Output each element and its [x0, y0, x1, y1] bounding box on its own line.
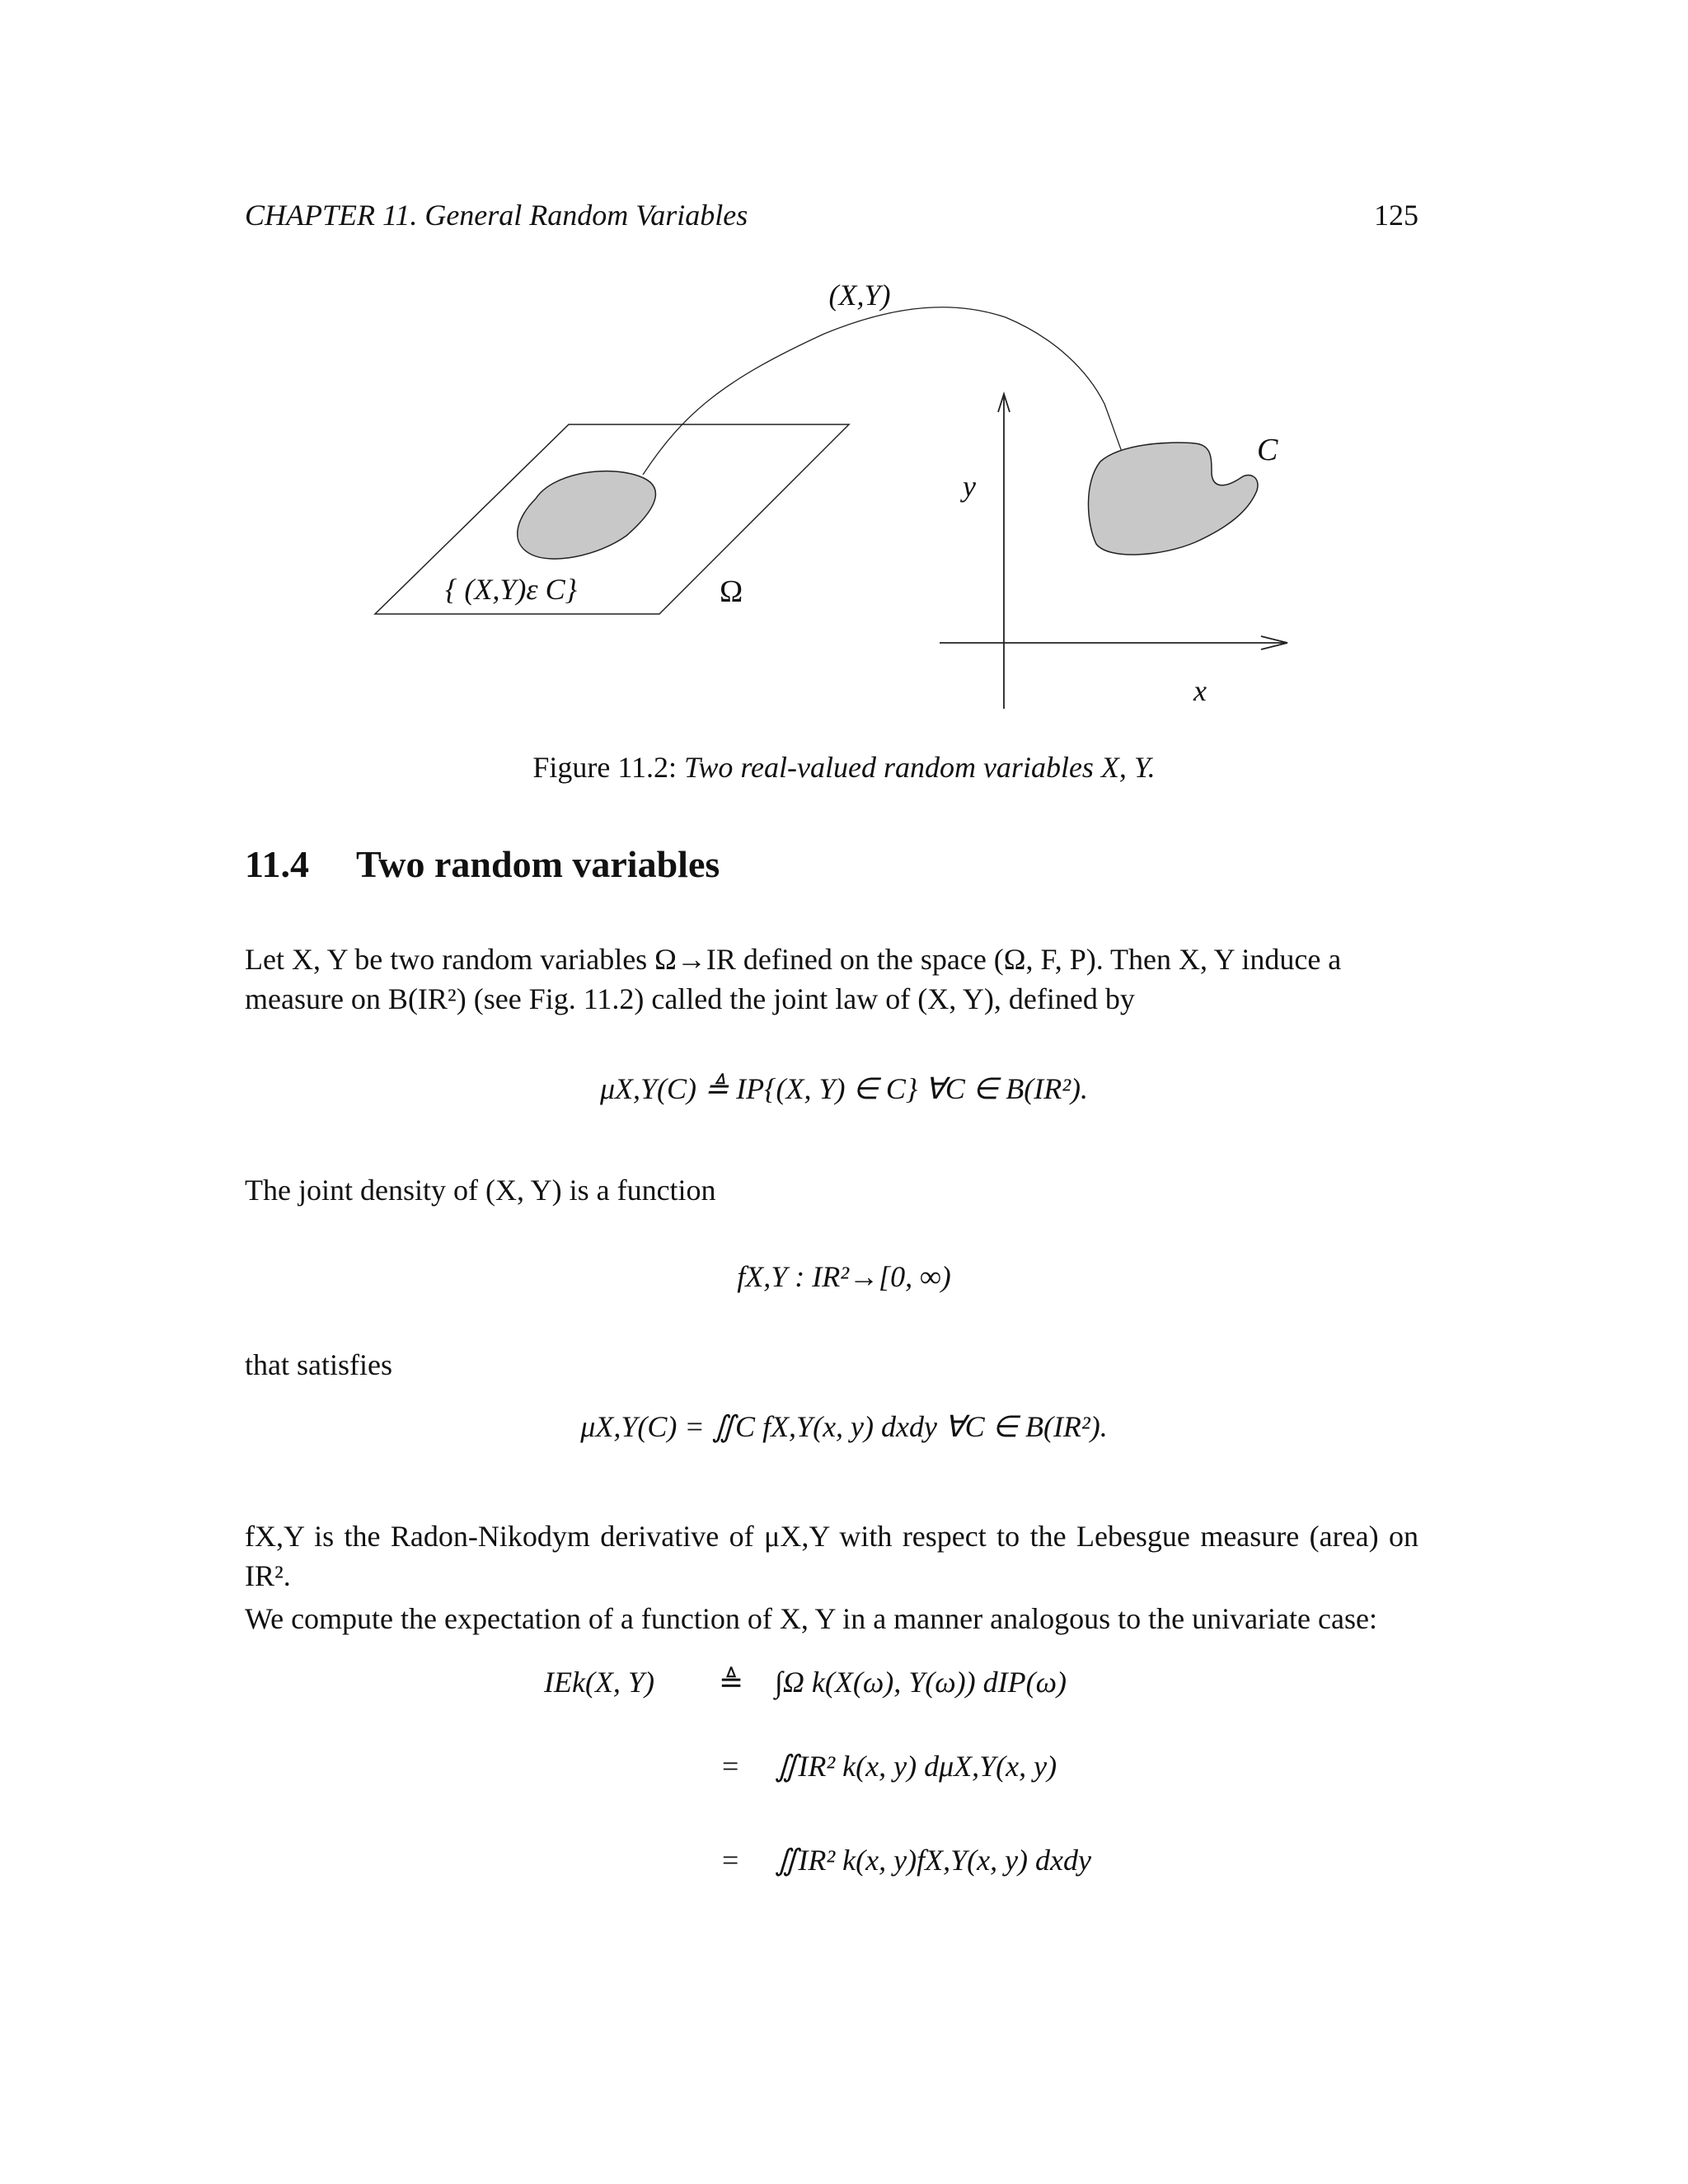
equation-density-map: fX,Y : IR²→[0, ∞) — [737, 1260, 951, 1293]
event-region — [518, 471, 656, 559]
equation-expectation — [0, 1657, 1688, 1929]
equation-density-integral: μX,Y(C) = ∬C fX,Y(x, y) dxdy ∀C ∈ B(IR²). — [580, 1410, 1108, 1443]
eq4-rel2: = — [722, 1750, 739, 1783]
chapter-title: CHAPTER 11. General Random Variables — [245, 199, 748, 232]
section-number: 11.4 — [245, 843, 309, 885]
mapping-curve — [643, 307, 1146, 511]
paragraph-1 — [245, 940, 1418, 1019]
label-y: y — [963, 470, 976, 503]
p1-line2: measure on B(IR²) (see Fig. 11.2) called the joint law of (X, Y), defined by — [245, 982, 1135, 1015]
section-heading — [245, 842, 720, 886]
paragraph-2: The joint density of (X, Y) is a function — [245, 1174, 716, 1207]
section-title: Two random variables — [356, 843, 720, 885]
paragraph-4 — [245, 1516, 1418, 1638]
set-c-region — [1088, 443, 1258, 555]
eq4-rhs1: ∫Ω k(X(ω), Y(ω)) dIP(ω) — [775, 1666, 1067, 1699]
page-number: 125 — [1374, 199, 1418, 232]
eq4-rel3: = — [722, 1844, 739, 1877]
eq4-lhs: IEk(X, Y) — [544, 1666, 654, 1699]
eq4-rel1: ≜ — [719, 1666, 744, 1699]
caption-prefix: Figure 11.2: — [532, 751, 684, 784]
p4-line2: We compute the expectation of a function of X, Y in a manner analogous to the univariate case: — [245, 1602, 1377, 1635]
running-header — [245, 198, 1418, 232]
p1-line1: Let X, Y be two random variables Ω→IR defined on the space (Ω, F, P). Then X, Y induce a — [245, 943, 1342, 976]
label-event: { (X,Y)ε C} — [445, 573, 577, 606]
p4-line1: fX,Y is the Radon-Nikodym derivative of μX,Y with respect to the Lebesgue measure (area) on IR². — [245, 1520, 1418, 1592]
label-x: x — [1193, 674, 1207, 707]
eq4-rhs3: ∬IR² k(x, y)fX,Y(x, y) dxdy — [775, 1844, 1091, 1877]
figure-caption — [0, 750, 1688, 785]
caption-text: Two real-valued random variables X, Y. — [683, 751, 1156, 784]
equation-joint-law: μX,Y(C) ≜ IP{(X, Y) ∈ C} ∀C ∈ B(IR²). — [599, 1072, 1089, 1105]
label-omega: Ω — [720, 574, 743, 609]
label-map: (X,Y) — [828, 280, 891, 312]
eq4-rhs2: ∬IR² k(x, y) dμX,Y(x, y) — [775, 1750, 1057, 1783]
paragraph-3: that satisfies — [245, 1348, 392, 1381]
figure-11-2 — [363, 280, 1319, 725]
label-c: C — [1257, 433, 1278, 467]
